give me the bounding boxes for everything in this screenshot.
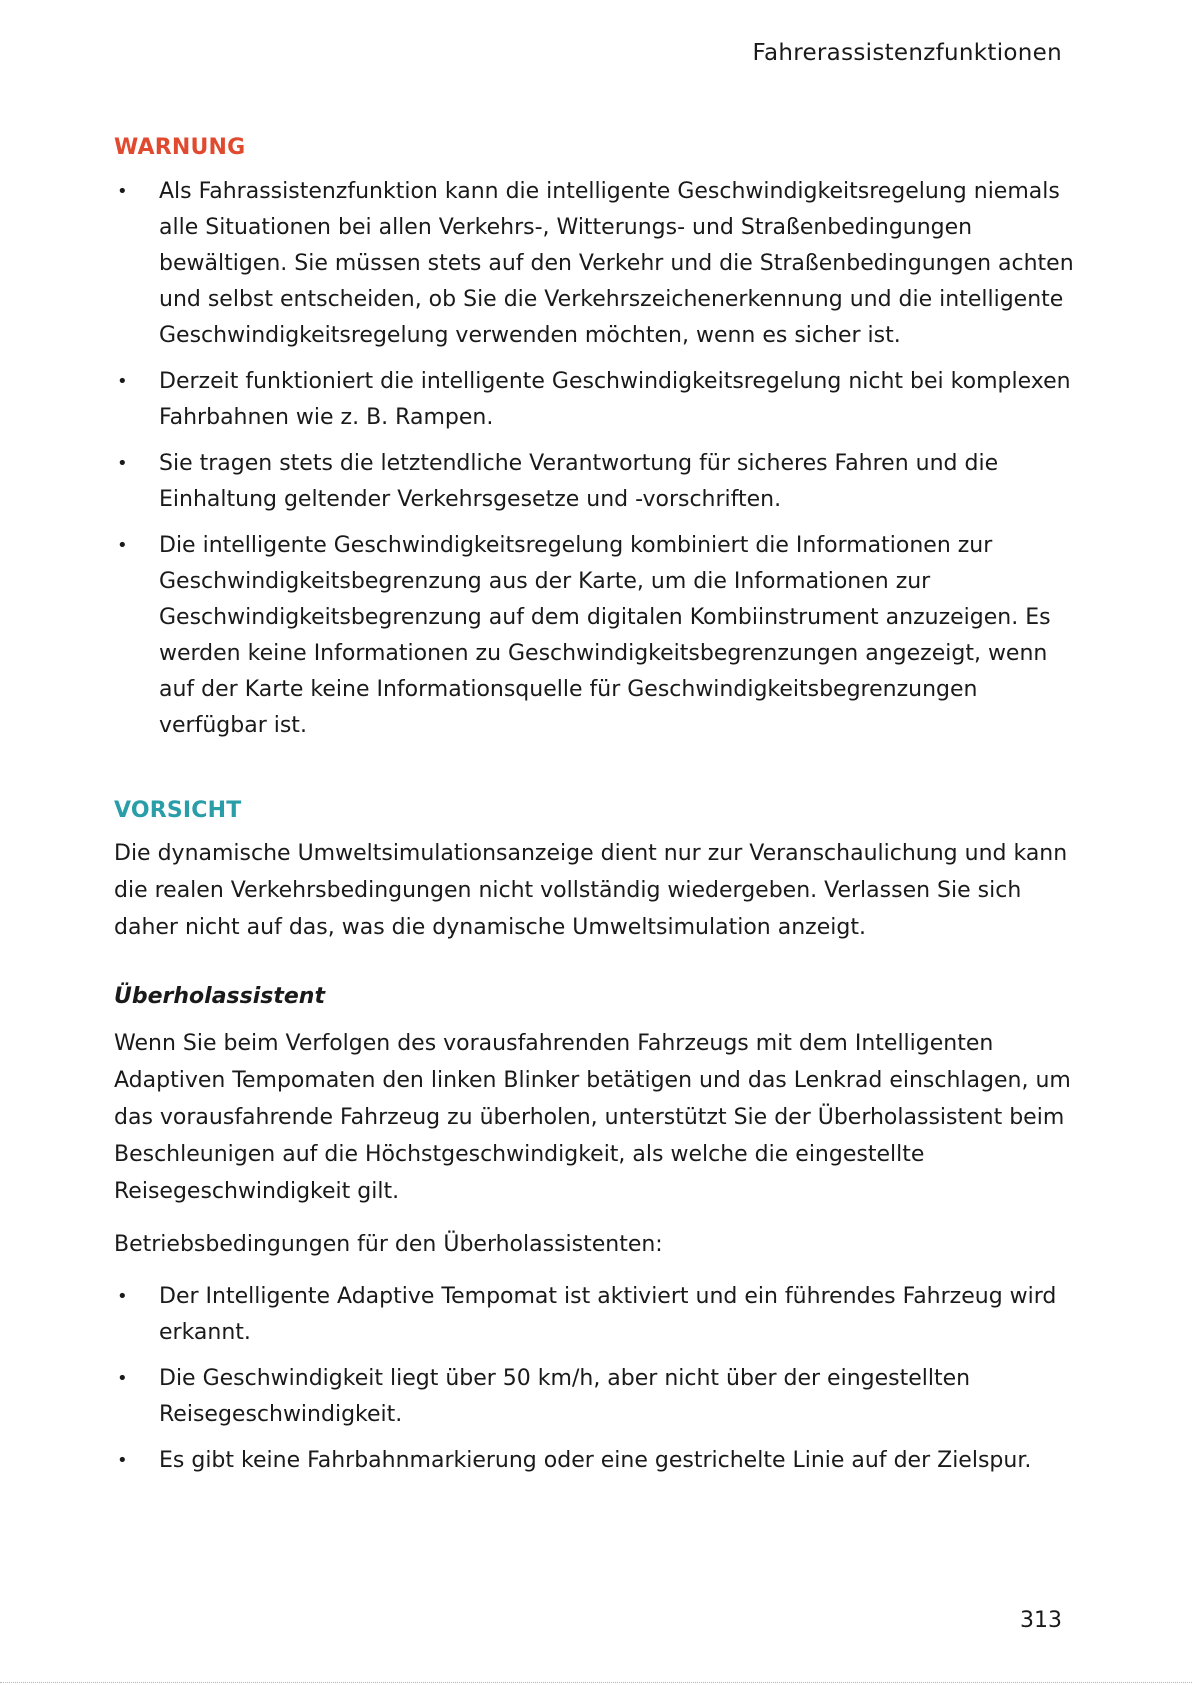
spacer: [114, 962, 1084, 984]
list-item-text: Sie tragen stets die letztendliche Verantwortung für sicheres Fahren und die Einhaltung geltender Verkehrsgesetze und -vorschriften.: [159, 451, 999, 512]
list-item-text: Die intelligente Geschwindigkeitsregelung kombiniert die Informationen zur Geschwindigkeitsbegrenzung aus der Karte, um die Informationen zur Geschwindigkeitsbegrenzung auf dem digitalen Kombiinstrument anzuzeigen. Es werden keine Informationen zu Geschwindigkeitsbegrenzungen angezeigt, wenn auf der Karte keine Informationsquelle für Geschwindigkeitsbegrenzungen verfügbar ist.: [159, 533, 1051, 738]
bullet-icon: •: [117, 1286, 128, 1307]
page-content: [114, 135, 1084, 1489]
list-item: [114, 446, 1084, 518]
section-intro: Wenn Sie beim Verfolgen des vorausfahrenden Fahrzeugs mit dem Intelligenten Adaptiven Tempomaten den linken Blinker betätigen und das Lenkrad einschlagen, um das vorausfahrende Fahrzeug zu überholen, unterstützt Sie der Überholassistent beim Beschleunigen auf die Höchstgeschwindigkeit, als welche die eingestellte Reisegeschwindigkeit gilt.: [114, 1031, 1071, 1204]
section-heading: Überholassistent: [114, 984, 325, 1009]
caution-label: VORSICHT: [114, 798, 242, 823]
list-item-text: Die Geschwindigkeit liegt über 50 km/h, aber nicht über der eingestellten Reisegeschwindigkeit.: [159, 1366, 971, 1427]
list-item: [114, 1279, 1084, 1351]
bullet-icon: •: [117, 371, 128, 392]
bullet-icon: •: [117, 535, 128, 556]
bottom-divider: [0, 1682, 1192, 1683]
bullet-icon: •: [117, 453, 128, 474]
caution-text: Die dynamische Umweltsimulationsanzeige dient nur zur Veranschaulichung und kann die realen Verkehrsbedingungen nicht vollständig wiedergeben. Verlassen Sie sich daher nicht auf das, was die dynamische Umweltsimulation anzeigt.: [114, 841, 1068, 940]
list-item-text: Als Fahrassistenzfunktion kann die intelligente Geschwindigkeitsregelung niemals alle Situationen bei allen Verkehrs-, Witterungs- und Straßenbedingungen bewältigen. Sie müssen stets auf den Verkehr und die Straßenbedingungen achten und selbst entscheiden, ob Sie die Verkehrszeichenerkennung und die intelligente Geschwindigkeitsregelung verwenden möchten, wenn es sicher ist.: [159, 179, 1074, 348]
bullet-icon: •: [117, 1450, 128, 1471]
conditions-label: Betriebsbedingungen für den Überholassistenten:: [114, 1232, 663, 1257]
warning-list: [114, 174, 1084, 744]
page-number: 313: [1020, 1608, 1062, 1633]
list-item: [114, 174, 1084, 354]
list-item-text: Derzeit funktioniert die intelligente Geschwindigkeitsregelung nicht bei komplexen Fahrbahnen wie z. B. Rampen.: [159, 369, 1071, 430]
running-header: Fahrerassistenzfunktionen: [752, 40, 1062, 66]
overtake-assist-section: [114, 984, 1084, 1479]
warning-label: WARNUNG: [114, 135, 246, 160]
conditions-list: [114, 1279, 1084, 1479]
list-item: [114, 364, 1084, 436]
warning-box: [114, 135, 1084, 744]
bullet-icon: •: [117, 1368, 128, 1389]
list-item: [114, 1361, 1084, 1433]
spacer: [114, 754, 1084, 798]
list-item: [114, 528, 1084, 744]
list-item-text: Der Intelligente Adaptive Tempomat ist aktiviert und ein führendes Fahrzeug wird erkannt.: [159, 1284, 1057, 1345]
list-item: [114, 1443, 1084, 1479]
caution-box: [114, 798, 1084, 946]
list-item-text: Es gibt keine Fahrbahnmarkierung oder eine gestrichelte Linie auf der Zielspur.: [159, 1448, 1032, 1473]
bullet-icon: •: [117, 181, 128, 202]
